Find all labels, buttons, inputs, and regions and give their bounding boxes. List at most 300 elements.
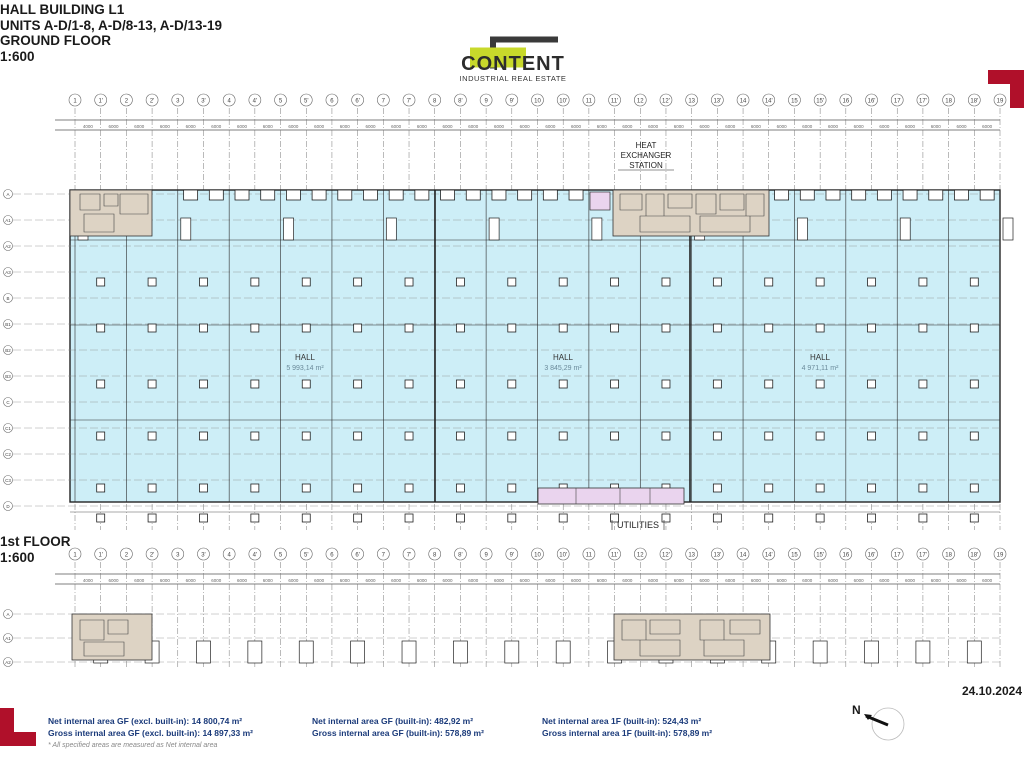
column-square bbox=[354, 380, 362, 388]
row-letter: B bbox=[6, 296, 10, 301]
column-square bbox=[181, 218, 191, 240]
column-square bbox=[284, 218, 294, 240]
column-square bbox=[816, 484, 824, 492]
row-letter: B3 bbox=[5, 374, 11, 379]
column-square bbox=[148, 432, 156, 440]
column-square bbox=[559, 278, 567, 286]
gf-grid-numbers bbox=[69, 94, 1006, 106]
column-square bbox=[970, 380, 978, 388]
column-square bbox=[97, 380, 105, 388]
area-stats-gf-builtin bbox=[312, 715, 484, 739]
hall-label-2: HALL bbox=[552, 353, 574, 362]
grid-number: 11 bbox=[585, 98, 593, 105]
grid-number: 14 bbox=[739, 98, 747, 105]
column-square bbox=[868, 514, 876, 522]
column-square bbox=[196, 641, 210, 663]
column-square bbox=[251, 484, 259, 492]
loading-dock bbox=[800, 190, 814, 200]
dimension-label: 6000 bbox=[416, 124, 427, 129]
loading-dock bbox=[209, 190, 223, 200]
logo-wordmark: CONTENT bbox=[461, 53, 565, 75]
grid-number: 13 bbox=[688, 552, 696, 559]
dimension-label: 6000 bbox=[159, 124, 170, 129]
grid-number: 4 bbox=[227, 552, 231, 559]
grid-number: 13' bbox=[713, 98, 722, 105]
column-square bbox=[508, 380, 516, 388]
column-square bbox=[402, 641, 416, 663]
column-square bbox=[713, 484, 721, 492]
hall-floor-area bbox=[70, 190, 1000, 502]
column-square bbox=[611, 278, 619, 286]
column-square bbox=[97, 514, 105, 522]
dimension-label: 6000 bbox=[185, 578, 196, 583]
dimension-label: 6000 bbox=[468, 578, 479, 583]
grid-number: 15 bbox=[791, 552, 798, 559]
column-square bbox=[97, 278, 105, 286]
dimension-label: 6000 bbox=[956, 124, 967, 129]
dimension-label: 6000 bbox=[185, 124, 196, 129]
loading-dock bbox=[775, 190, 789, 200]
column-square bbox=[865, 641, 879, 663]
grid-number: 4 bbox=[227, 98, 231, 105]
column-square bbox=[662, 324, 670, 332]
dimension-label: 6000 bbox=[108, 578, 119, 583]
column-square bbox=[816, 324, 824, 332]
grid-number: 18 bbox=[945, 98, 952, 105]
grid-number: 17 bbox=[893, 98, 901, 105]
grid-number: 3 bbox=[176, 552, 180, 559]
column-square bbox=[199, 380, 207, 388]
grid-number: 16' bbox=[867, 552, 876, 559]
column-square bbox=[405, 484, 413, 492]
column-square bbox=[405, 324, 413, 332]
grid-number: 3' bbox=[201, 98, 206, 105]
grid-number: 13 bbox=[688, 98, 696, 105]
red-corner-bottom-left bbox=[0, 708, 40, 748]
first-floor-scale: 1:600 bbox=[0, 549, 35, 565]
dimension-label: 6000 bbox=[648, 124, 659, 129]
grid-number: 10' bbox=[559, 98, 568, 105]
net-area-1f-builtin: Net internal area 1F (built-in): 524,43 m² bbox=[542, 716, 702, 726]
column-square bbox=[199, 432, 207, 440]
grid-number: 14' bbox=[764, 98, 773, 105]
grid-number: 5 bbox=[278, 552, 283, 559]
grid-number: 3 bbox=[176, 98, 180, 105]
dimension-label: 6000 bbox=[725, 124, 736, 129]
column-square bbox=[251, 432, 259, 440]
column-square bbox=[456, 514, 464, 522]
grid-number: 18' bbox=[970, 98, 979, 105]
dimension-label: 6000 bbox=[108, 124, 119, 129]
grid-number: 12' bbox=[662, 552, 670, 559]
column-square bbox=[354, 324, 362, 332]
grid-number: 19 bbox=[996, 98, 1004, 105]
column-square bbox=[765, 324, 773, 332]
column-square bbox=[813, 641, 827, 663]
dimension-label: 6000 bbox=[211, 124, 222, 129]
row-letter: C3 bbox=[5, 478, 11, 483]
row-letter: A bbox=[6, 192, 10, 197]
dimension-label: 6000 bbox=[519, 124, 530, 129]
column-square bbox=[765, 380, 773, 388]
dimension-label: 6000 bbox=[776, 124, 787, 129]
hall-area-2: 3 845,29 m² bbox=[544, 365, 582, 372]
column-square bbox=[405, 278, 413, 286]
ff-row-letters bbox=[4, 610, 13, 667]
column-square bbox=[919, 514, 927, 522]
loading-dock bbox=[543, 190, 557, 200]
hall-area-1: 5 993,14 m² bbox=[286, 365, 324, 372]
grid-number: 2' bbox=[149, 552, 155, 559]
dimension-label: 6000 bbox=[853, 578, 864, 583]
grid-number: 1 bbox=[73, 552, 77, 559]
heat-exchanger-line1: HEAT bbox=[635, 141, 657, 150]
dimension-label: 6000 bbox=[982, 124, 993, 129]
dimension-label: 6000 bbox=[750, 578, 761, 583]
column-square bbox=[508, 484, 516, 492]
grid-number: 8 bbox=[433, 552, 437, 559]
column-square bbox=[916, 641, 930, 663]
column-square bbox=[302, 432, 310, 440]
column-square bbox=[354, 484, 362, 492]
column-square bbox=[816, 514, 824, 522]
column-square bbox=[456, 484, 464, 492]
column-square bbox=[354, 432, 362, 440]
grid-number: 8 bbox=[433, 98, 437, 105]
column-square bbox=[508, 278, 516, 286]
row-letter: A1 bbox=[5, 636, 11, 641]
column-square bbox=[199, 514, 207, 522]
first-floor-plan bbox=[0, 544, 1024, 674]
dimension-label: 6000 bbox=[596, 124, 607, 129]
column-square bbox=[816, 278, 824, 286]
grid-number: 10 bbox=[534, 98, 541, 105]
column-square bbox=[148, 324, 156, 332]
grid-number: 12' bbox=[662, 98, 670, 105]
dimension-label: 6000 bbox=[493, 124, 504, 129]
column-square bbox=[816, 380, 824, 388]
first-floor-label: 1st FLOOR bbox=[0, 534, 71, 549]
scale-gf: 1:600 bbox=[0, 48, 35, 64]
dimension-label: 6000 bbox=[571, 578, 582, 583]
grid-number: 2' bbox=[149, 98, 155, 105]
gross-area-1f-builtin: Gross internal area 1F (built-in): 578,89 m² bbox=[542, 728, 713, 738]
loading-dock bbox=[518, 190, 532, 200]
loading-dock bbox=[261, 190, 275, 200]
column-square bbox=[611, 432, 619, 440]
column-square bbox=[900, 218, 910, 240]
utilities-label: UTILITIES bbox=[616, 520, 660, 530]
row-letter: B1 bbox=[5, 322, 11, 327]
column-square bbox=[662, 432, 670, 440]
column-square bbox=[611, 324, 619, 332]
grid-number: 9 bbox=[484, 98, 488, 105]
dimension-label: 6000 bbox=[648, 578, 659, 583]
dimension-label: 6000 bbox=[699, 124, 710, 129]
title-block bbox=[0, 2, 222, 64]
loading-dock bbox=[363, 190, 377, 200]
hall-label-1: HALL bbox=[294, 353, 316, 362]
column-square bbox=[354, 278, 362, 286]
office-block-west bbox=[70, 190, 152, 236]
dimension-label: 6000 bbox=[237, 578, 248, 583]
column-square bbox=[508, 324, 516, 332]
grid-number: 15' bbox=[816, 552, 825, 559]
column-square bbox=[967, 641, 981, 663]
loading-dock bbox=[441, 190, 455, 200]
dimension-label: 6000 bbox=[134, 578, 145, 583]
dimension-label: 6000 bbox=[776, 578, 787, 583]
column-square bbox=[302, 324, 310, 332]
loading-dock bbox=[852, 190, 866, 200]
dimension-label: 6000 bbox=[442, 124, 453, 129]
grid-number: 15 bbox=[791, 98, 798, 105]
grid-number: 11' bbox=[610, 552, 619, 559]
column-square bbox=[713, 278, 721, 286]
column-square bbox=[251, 324, 259, 332]
grid-number: 9' bbox=[509, 552, 515, 559]
grid-number: 14 bbox=[739, 552, 747, 559]
grid-number: 7 bbox=[381, 552, 386, 559]
column-square bbox=[302, 380, 310, 388]
dimension-label: 6000 bbox=[211, 578, 222, 583]
column-square bbox=[868, 432, 876, 440]
north-label: N bbox=[852, 703, 861, 717]
column-square bbox=[559, 514, 567, 522]
ff-grid-numbers bbox=[69, 548, 1006, 560]
column-square bbox=[351, 641, 365, 663]
column-square bbox=[919, 324, 927, 332]
dimension-label: 6000 bbox=[879, 124, 890, 129]
grid-number: 11' bbox=[610, 98, 619, 105]
dimension-label: 6000 bbox=[288, 578, 299, 583]
dimension-label: 6000 bbox=[391, 124, 402, 129]
column-square bbox=[765, 432, 773, 440]
column-square bbox=[299, 641, 313, 663]
loading-dock bbox=[569, 190, 583, 200]
column-square bbox=[919, 432, 927, 440]
grid-number: 2 bbox=[124, 98, 129, 105]
column-square bbox=[713, 432, 721, 440]
column-square bbox=[559, 432, 567, 440]
dimension-label: 6000 bbox=[879, 578, 890, 583]
column-square bbox=[713, 514, 721, 522]
column-square bbox=[970, 278, 978, 286]
row-letter: A bbox=[6, 612, 10, 617]
dimension-label: 6000 bbox=[571, 124, 582, 129]
column-square bbox=[453, 641, 467, 663]
dimension-label: 4000 bbox=[82, 578, 93, 583]
loading-dock bbox=[338, 190, 352, 200]
column-square bbox=[405, 514, 413, 522]
dimension-label: 6000 bbox=[493, 578, 504, 583]
row-letter: A1 bbox=[5, 218, 11, 223]
dimension-label: 6000 bbox=[339, 578, 350, 583]
hall-label-3: HALL bbox=[809, 353, 831, 362]
dimension-label: 4000 bbox=[82, 124, 93, 129]
column-square bbox=[508, 432, 516, 440]
dimension-label: 6000 bbox=[905, 124, 916, 129]
dimension-label: 6000 bbox=[288, 124, 299, 129]
column-square bbox=[199, 278, 207, 286]
column-square bbox=[302, 278, 310, 286]
column-square bbox=[868, 278, 876, 286]
column-square bbox=[505, 641, 519, 663]
ground-floor-plan bbox=[0, 90, 1024, 535]
dimension-label: 6000 bbox=[622, 124, 633, 129]
column-square bbox=[765, 484, 773, 492]
column-square bbox=[713, 324, 721, 332]
grid-number: 1' bbox=[98, 98, 103, 105]
loading-dock bbox=[312, 190, 326, 200]
column-square bbox=[405, 380, 413, 388]
grid-number: 4' bbox=[252, 98, 258, 105]
column-square bbox=[1003, 218, 1013, 240]
column-square bbox=[199, 484, 207, 492]
column-square bbox=[970, 514, 978, 522]
net-area-gf-excl: Net internal area GF (excl. built-in): 14 800,74 m² bbox=[48, 716, 243, 726]
dimension-label: 6000 bbox=[802, 124, 813, 129]
column-square bbox=[868, 380, 876, 388]
dimension-label: 6000 bbox=[545, 578, 556, 583]
column-square bbox=[919, 278, 927, 286]
column-square bbox=[611, 380, 619, 388]
dimension-label: 6000 bbox=[365, 578, 376, 583]
loading-dock bbox=[877, 190, 891, 200]
column-square bbox=[148, 484, 156, 492]
heat-exchanger-line3: STATION bbox=[629, 161, 663, 170]
column-square bbox=[970, 324, 978, 332]
dimension-label: 6000 bbox=[545, 124, 556, 129]
floor-title-gf: GROUND FLOOR bbox=[0, 33, 111, 48]
column-square bbox=[148, 278, 156, 286]
dimension-label: 6000 bbox=[930, 578, 941, 583]
loading-dock bbox=[492, 190, 506, 200]
column-square bbox=[765, 278, 773, 286]
row-letter: C2 bbox=[5, 452, 11, 457]
units-title: UNITS A-D/1-8, A-D/8-13, A-D/13-19 bbox=[0, 17, 223, 33]
column-square bbox=[354, 514, 362, 522]
grid-number: 16 bbox=[842, 552, 850, 559]
grid-number: 10' bbox=[559, 552, 568, 559]
dimension-label: 6000 bbox=[468, 124, 479, 129]
column-square bbox=[251, 380, 259, 388]
logo-tagline: INDUSTRIAL REAL ESTATE bbox=[459, 74, 567, 83]
loading-dock bbox=[980, 190, 994, 200]
row-letter: A2 bbox=[5, 660, 11, 665]
grid-number: 16 bbox=[842, 98, 850, 105]
row-letter: B2 bbox=[5, 348, 11, 353]
grid-number: 14' bbox=[764, 552, 773, 559]
grid-number: 12 bbox=[636, 552, 644, 559]
dimension-label: 6000 bbox=[391, 578, 402, 583]
dimension-label: 6000 bbox=[237, 124, 248, 129]
column-square bbox=[405, 432, 413, 440]
dimension-label: 6000 bbox=[262, 578, 273, 583]
loading-dock bbox=[389, 190, 403, 200]
north-arrow-icon bbox=[858, 706, 908, 746]
drawing-date: 24.10.2024 bbox=[961, 684, 1022, 698]
column-square bbox=[199, 324, 207, 332]
loading-dock bbox=[903, 190, 917, 200]
grid-number: 18 bbox=[945, 552, 952, 559]
grid-number: 7' bbox=[406, 552, 412, 559]
column-square bbox=[456, 278, 464, 286]
grid-number: 11 bbox=[585, 552, 593, 559]
grid-number: 17' bbox=[919, 552, 927, 559]
grid-number: 17' bbox=[919, 98, 927, 105]
column-square bbox=[508, 514, 516, 522]
dimension-label: 6000 bbox=[159, 578, 170, 583]
grid-number: 6' bbox=[355, 552, 360, 559]
column-square bbox=[559, 380, 567, 388]
column-square bbox=[251, 278, 259, 286]
dimension-label: 6000 bbox=[750, 124, 761, 129]
grid-number: 10 bbox=[534, 552, 541, 559]
grid-number: 8' bbox=[458, 552, 463, 559]
loading-dock bbox=[286, 190, 300, 200]
grid-number: 5' bbox=[304, 552, 309, 559]
column-square bbox=[868, 484, 876, 492]
dimension-label: 6000 bbox=[956, 578, 967, 583]
row-letter: A3 bbox=[5, 270, 11, 275]
building-title: HALL BUILDING L1 bbox=[0, 2, 125, 17]
dimension-label: 6000 bbox=[339, 124, 350, 129]
column-square bbox=[919, 380, 927, 388]
loading-dock bbox=[235, 190, 249, 200]
dimension-label: 6000 bbox=[905, 578, 916, 583]
column-square bbox=[970, 432, 978, 440]
loading-dock bbox=[929, 190, 943, 200]
column-square bbox=[97, 484, 105, 492]
grid-number: 12 bbox=[636, 98, 644, 105]
area-stats-1f-builtin bbox=[542, 715, 712, 739]
ff-office-mid bbox=[614, 614, 770, 660]
column-square bbox=[919, 484, 927, 492]
dimension-label: 6000 bbox=[853, 124, 864, 129]
column-square bbox=[559, 324, 567, 332]
grid-number: 16' bbox=[867, 98, 876, 105]
column-square bbox=[97, 432, 105, 440]
column-square bbox=[662, 380, 670, 388]
grid-number: 19 bbox=[996, 552, 1004, 559]
gross-area-gf-builtin: Gross internal area GF (built-in): 578,89 m² bbox=[312, 728, 484, 738]
utility-rooms-bottom bbox=[538, 488, 684, 504]
dimension-label: 6000 bbox=[802, 578, 813, 583]
column-square bbox=[868, 324, 876, 332]
grid-number: 9' bbox=[509, 98, 515, 105]
gross-area-gf-excl: Gross internal area GF (excl. built-in): 14 897,33 m² bbox=[48, 728, 254, 738]
area-footnote: * All specified areas are measured as Net internal area bbox=[48, 742, 218, 749]
grid-number: 3' bbox=[201, 552, 206, 559]
grid-number: 15' bbox=[816, 98, 825, 105]
grid-number: 2 bbox=[124, 552, 129, 559]
grid-number: 5 bbox=[278, 98, 283, 105]
column-square bbox=[456, 324, 464, 332]
column-square bbox=[489, 218, 499, 240]
dimension-label: 6000 bbox=[134, 124, 145, 129]
row-letter: D bbox=[6, 504, 10, 509]
grid-number: 5' bbox=[304, 98, 309, 105]
dimension-label: 6000 bbox=[982, 578, 993, 583]
grid-number: 7' bbox=[406, 98, 412, 105]
column-square bbox=[970, 484, 978, 492]
row-letter: C bbox=[6, 400, 10, 405]
net-area-gf-builtin: Net internal area GF (built-in): 482,92 m² bbox=[312, 716, 474, 726]
column-square bbox=[251, 514, 259, 522]
office-block-mid bbox=[613, 190, 769, 236]
grid-number: 8' bbox=[458, 98, 463, 105]
